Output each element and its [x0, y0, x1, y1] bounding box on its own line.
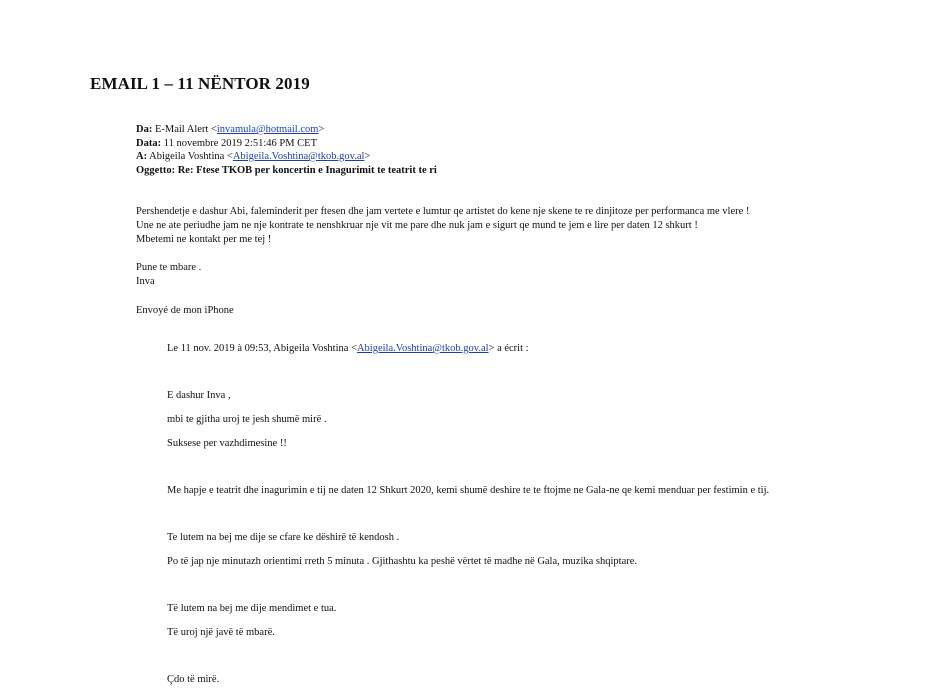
quote-orientation: Po të jap nje minutazh orientimi rreth 5 minuta . Gjithashtu ka peshë vërtet të madhe në Gala, muzika shqiptare.: [167, 556, 638, 567]
date-line: [136, 137, 916, 151]
from-suffix: >: [318, 124, 325, 135]
quote-request: Te lutem na bej me dije se cfare ke dëshirë të kendosh .: [167, 532, 400, 543]
reply-line-2: Une ne ate periudhe jam ne nje kontrate te nenshkruar nje vit me pare dhe nuk jam e sigurt qe mund te jem e lire per daten 12 shkurt !: [136, 220, 698, 231]
quote-farewell: Çdo të mirë.: [167, 674, 220, 685]
subject-line: [136, 164, 916, 178]
quote-success: Suksese per vazhdimesine !!: [167, 438, 287, 449]
reply-line-3: Mbetemi ne kontakt per me tej !: [136, 234, 272, 245]
reply-signature: Envoyé de mon iPhone: [136, 305, 234, 316]
reply-line-1: Pershendetje e dashur Abi, faleminderit per ftesen dhe jam vertete e lumtur qe artistet do kene nje skene te re dinjitoze per performanca me vlere !: [136, 206, 750, 217]
to-line: [136, 150, 916, 164]
quote-opinion: Të lutem na bej me dije mendimet e tua.: [167, 603, 337, 614]
quote-week: Të uroj një javë të mbarë.: [167, 627, 275, 638]
reply-closing: Pune te mbare .: [136, 262, 202, 273]
page-title: EMAIL 1 – 11 NËNTOR 2019: [90, 74, 310, 93]
to-email-link[interactable]: Abigeila.Voshtina@tkob.gov.al: [232, 151, 365, 162]
date-label: Data:: [136, 137, 162, 149]
to-label: A:: [136, 151, 148, 162]
quote-email-link[interactable]: Abigeila.Voshtina@tkob.gov.al: [356, 343, 489, 354]
quote-greeting: E dashur Inva ,: [167, 390, 231, 401]
from-label: Da:: [136, 124, 153, 135]
date-value: 11 novembre 2019 2:51:46 PM CET: [163, 137, 318, 149]
from-name: E-Mail Alert <: [154, 124, 217, 135]
to-suffix: >: [364, 151, 371, 162]
quote-intro-suffix: > a écrit :: [488, 343, 529, 354]
from-email-link[interactable]: invamula@hotmail.com: [216, 124, 319, 135]
email-header: [136, 123, 916, 177]
quote-intro: [167, 342, 529, 356]
quote-intro-prefix: Le 11 nov. 2019 à 09:53, Abigeila Voshtina <: [167, 343, 357, 354]
reply-sender-name: Inva: [136, 276, 155, 287]
subject-label: Oggetto:: [136, 164, 176, 176]
from-line: [136, 123, 916, 137]
to-name: Abigeila Voshtina <: [149, 151, 233, 162]
quote-wish: mbi te gjitha uroj te jesh shumë mirë .: [167, 414, 327, 425]
quote-invite: Me hapje e teatrit dhe inagurimin e tij ne daten 12 Shkurt 2020, kemi shumë deshire te te ftojme ne Gala-ne qe kemi menduar per festimin e tij.: [167, 485, 770, 496]
subject-value: Re: Ftese TKOB per koncertin e Inagurimit te teatrit te ri: [177, 164, 437, 176]
